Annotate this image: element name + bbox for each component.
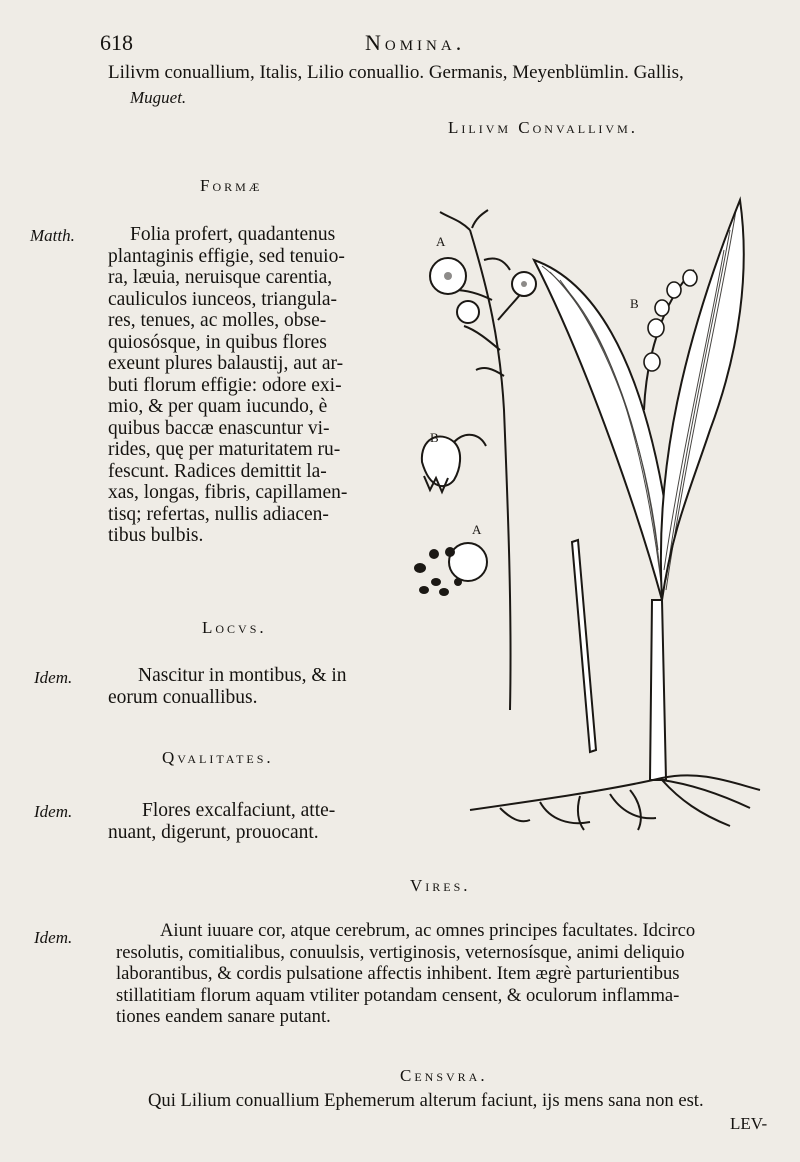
page-number: 618: [100, 30, 133, 55]
text-line: ra, læuia, neruisque carentia,: [108, 267, 333, 288]
leaf-left: [534, 260, 666, 600]
text-line: eorum conuallibus.: [108, 686, 258, 708]
figure-label-b: B: [630, 296, 639, 311]
plant-illustration: [400, 190, 780, 860]
text-line: tibus bulbis.: [108, 525, 204, 546]
text-line: tiones eandem sanare putant.: [116, 1006, 331, 1027]
side-note-qualitates: Idem.: [34, 802, 73, 821]
section-heading-vires: Vires.: [410, 876, 471, 895]
figure-label-b: B: [430, 430, 439, 445]
text-line: nuant, digerunt, prouocant.: [108, 821, 319, 843]
flower-stem: [470, 230, 511, 710]
running-head: Nomina.: [365, 30, 466, 55]
rhizome-stalk: [650, 600, 666, 780]
side-note-forma: Matth.: [30, 226, 75, 245]
side-note-vires: Idem.: [34, 928, 73, 947]
lily-of-the-valley-woodcut: [400, 190, 780, 860]
text-line: quibus baccæ enascuntur vi-: [108, 417, 330, 439]
text-line: resolutis, comitialibus, conuulsis, vertiginosis, veternosísque, animi deliquio: [116, 941, 685, 963]
paragraph-locus: [108, 665, 390, 708]
text-line: Flores excalfaciunt, atte-: [142, 800, 336, 821]
names-line: Lilivm conuallium, Italis, Lilio conuallio. Germanis, Meyenblümlin. Gallis,: [108, 62, 684, 83]
text-line: plantaginis effigie, sed tenuio-: [108, 245, 345, 267]
section-heading-qualitates: Qvalitates.: [162, 748, 274, 767]
text-line: rides, quę per maturitatem ru-: [108, 439, 341, 460]
text-line: stillatitiam florum aquam vtiliter potandam censent, & oculorum inflamma-: [116, 984, 680, 1006]
text-line: tisq; refertas, nullis adiacen-: [108, 503, 329, 525]
leaf-right: [661, 200, 744, 600]
text-line: cauliculos iunceos, triangula-: [108, 288, 338, 310]
text-line: Qui Lilium conuallium Ephemerum alterum faciunt, ijs mens sana non est.: [148, 1090, 704, 1111]
text-line: Aiunt iuuare cor, atque cerebrum, ac omnes principes facultates. Idcirco: [160, 920, 696, 941]
catchword: LEV-: [730, 1114, 768, 1133]
side-note-locus: Idem.: [34, 668, 73, 687]
roots: [470, 775, 760, 830]
figure-label-a: A: [436, 234, 446, 249]
figure-label-a: A: [472, 522, 482, 537]
text-line: buti florum effigie: odore exi-: [108, 374, 342, 396]
paragraph-vires: [116, 920, 776, 1028]
text-line: mio, & per quam iucundo, è: [108, 396, 328, 417]
text-line: res, tenues, ac molles, obse-: [108, 310, 327, 331]
bell-flower: [422, 436, 460, 486]
section-heading-locus: Locvs.: [202, 618, 267, 637]
text-line: quiosósque, in quibus flores: [108, 331, 327, 353]
text-line: Nascitur in montibus, & in: [138, 665, 347, 686]
paragraph-forma: [108, 224, 390, 547]
section-heading-forma: Formæ: [200, 176, 263, 195]
text-line: laborantibus, & cordis pulsatione affectis inhibent. Item ægrè parturientibus: [116, 963, 680, 984]
paragraph-qualitates: [108, 800, 390, 843]
cut-stalk: [572, 540, 596, 752]
figure-title: Lilivm Convallivm.: [448, 118, 638, 137]
text-line: fescunt. Radices demittit la-: [108, 460, 327, 482]
text-line: exeunt plures balaustij, aut ar-: [108, 353, 344, 374]
berry-cluster-large: [449, 543, 487, 581]
berry: [457, 301, 479, 323]
text-line: xas, longas, fibris, capillamen-: [108, 482, 348, 503]
names-line-continued: Muguet.: [130, 88, 187, 107]
paragraph-censura: [148, 1090, 778, 1112]
text-line: Folia profert, quadantenus: [130, 224, 336, 245]
section-heading-censura: Censvra.: [400, 1066, 488, 1085]
